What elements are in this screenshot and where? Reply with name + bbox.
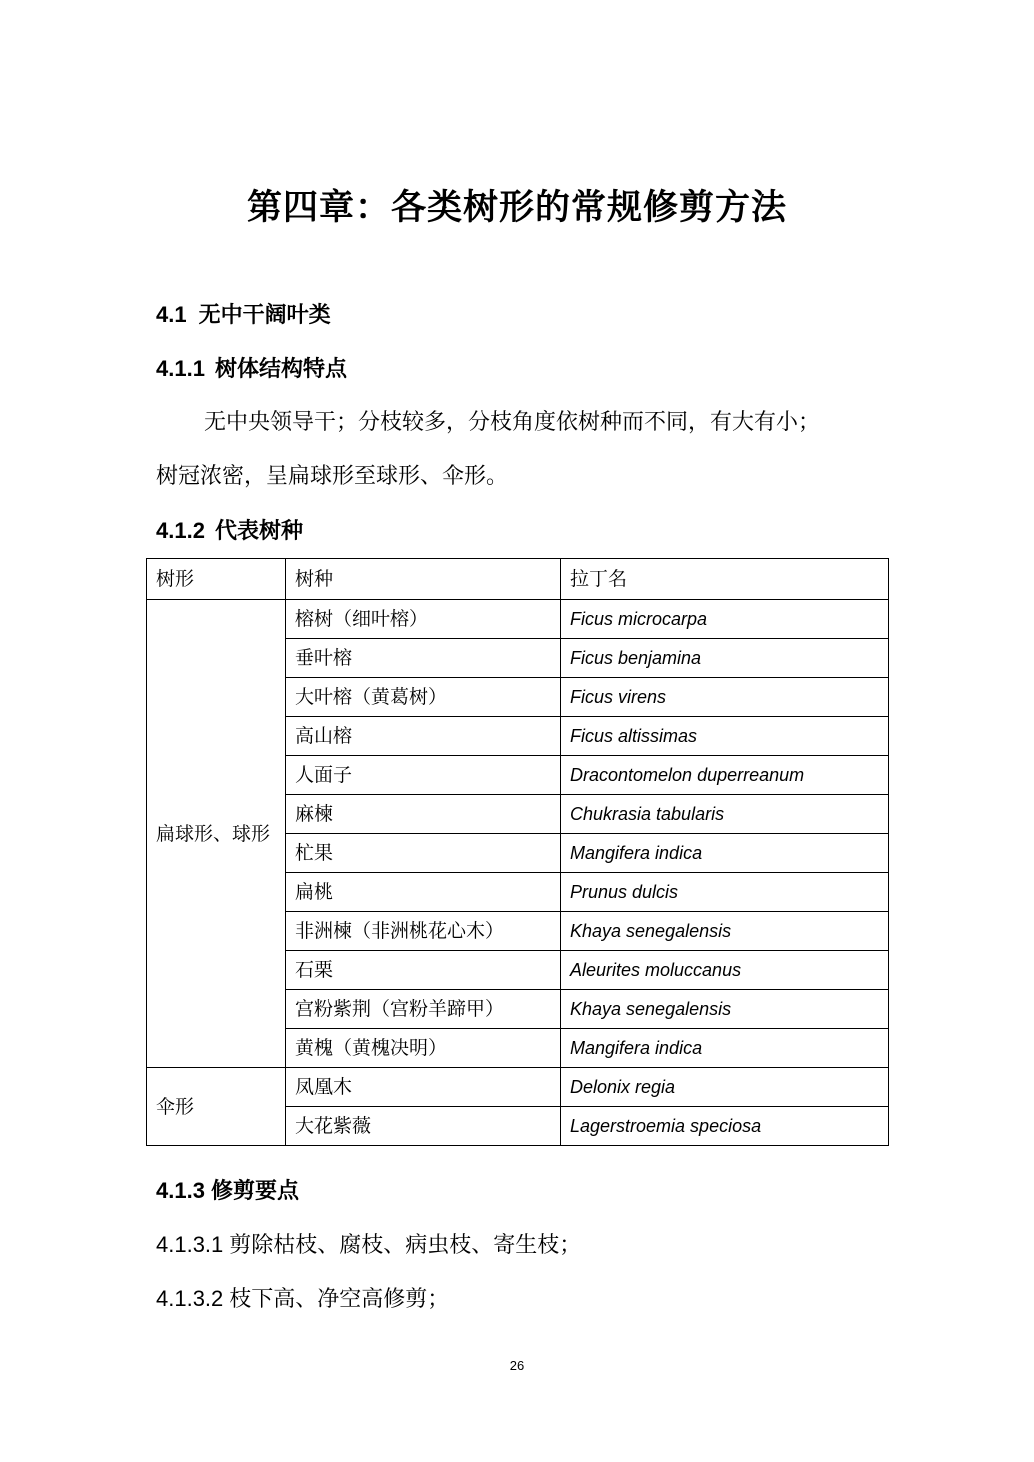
latin-cell: Aleurites moluccanus <box>561 951 889 990</box>
species-cell: 大花紫薇 <box>286 1107 561 1146</box>
item-label: 剪除枯枝、腐枝、病虫枝、寄生枝； <box>229 1233 582 1258</box>
species-cell: 非洲楝（非洲桃花心木） <box>286 912 561 951</box>
table-row <box>147 600 889 639</box>
species-cell: 杧果 <box>286 834 561 873</box>
table-header-row <box>147 559 889 600</box>
subsection-label: 代表树种 <box>214 518 303 544</box>
header-species: 树种 <box>286 559 561 600</box>
subsection-label: 树体结构特点 <box>214 356 347 382</box>
section-number: 4.1 <box>156 302 187 327</box>
species-table <box>146 558 889 1146</box>
species-cell: 黄槐（黄槐决明） <box>286 1029 561 1068</box>
header-form: 树形 <box>147 559 286 600</box>
species-cell: 麻楝 <box>286 795 561 834</box>
latin-cell: Lagerstroemia speciosa <box>561 1107 889 1146</box>
subsection-heading-species <box>156 515 303 547</box>
species-cell: 大叶榕（黄葛树） <box>286 678 561 717</box>
species-cell: 石栗 <box>286 951 561 990</box>
latin-cell: Mangifera indica <box>561 1029 889 1068</box>
subsection-label: 修剪要点 <box>210 1178 299 1204</box>
latin-cell: Chukrasia tabularis <box>561 795 889 834</box>
item-number: 4.1.3.1 <box>156 1232 224 1257</box>
subsection-heading-structure <box>156 353 347 385</box>
species-cell: 榕树（细叶榕） <box>286 600 561 639</box>
form-cell-spherical: 扁球形、球形 <box>147 600 286 1068</box>
latin-cell: Khaya senegalensis <box>561 990 889 1029</box>
paragraph-line-2: 树冠浓密，呈扁球形至球形、伞形。 <box>156 464 509 489</box>
latin-cell: Mangifera indica <box>561 834 889 873</box>
latin-cell: Ficus benjamina <box>561 639 889 678</box>
chapter-title: 第四章：各类树形的常规修剪方法 <box>246 188 787 228</box>
species-cell: 宫粉紫荆（宫粉羊蹄甲） <box>286 990 561 1029</box>
subsection-number: 4.1.2 <box>156 518 205 543</box>
section-label: 无中干阔叶类 <box>198 303 331 328</box>
latin-cell: Ficus altissimas <box>561 717 889 756</box>
species-cell: 人面子 <box>286 756 561 795</box>
species-cell: 扁桃 <box>286 873 561 912</box>
table-row <box>147 1068 889 1107</box>
page-number: 26 <box>509 1358 525 1373</box>
latin-cell: Ficus microcarpa <box>561 600 889 639</box>
latin-cell: Prunus dulcis <box>561 873 889 912</box>
section-heading <box>156 299 331 332</box>
paragraph-line-1: 无中央领导干；分枝较多，分枝角度依树种而不同，有大有小； <box>204 410 821 435</box>
latin-cell: Dracontomelon duperreanum <box>561 756 889 795</box>
pruning-item-2 <box>156 1283 449 1316</box>
species-cell: 高山榕 <box>286 717 561 756</box>
species-cell: 垂叶榕 <box>286 639 561 678</box>
latin-cell: Ficus virens <box>561 678 889 717</box>
species-cell: 凤凰木 <box>286 1068 561 1107</box>
item-label: 枝下高、净空高修剪； <box>229 1287 450 1312</box>
latin-cell: Delonix regia <box>561 1068 889 1107</box>
pruning-item-1 <box>156 1229 581 1262</box>
form-cell-umbrella: 伞形 <box>147 1068 286 1146</box>
subsection-number: 4.1.3 <box>156 1178 205 1203</box>
header-latin: 拉丁名 <box>561 559 889 600</box>
subsection-heading-pruning <box>156 1175 299 1207</box>
item-number: 4.1.3.2 <box>156 1286 224 1311</box>
subsection-number: 4.1.1 <box>156 356 205 381</box>
latin-cell: Khaya senegalensis <box>561 912 889 951</box>
